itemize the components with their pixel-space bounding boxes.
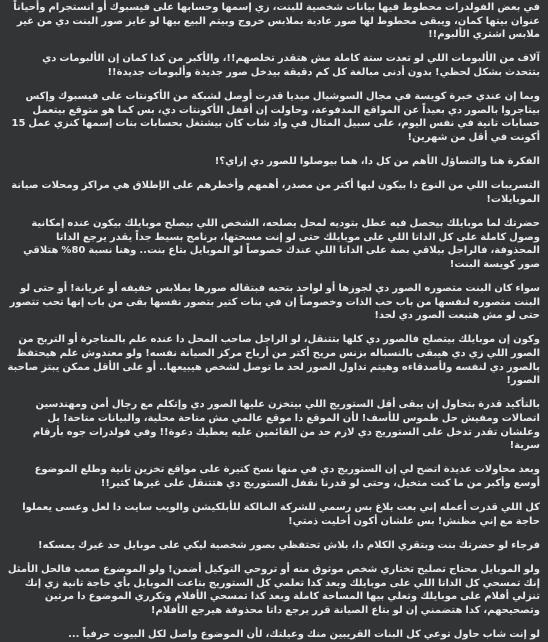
spacer [6,271,540,282]
paragraph-13: ولو الموبايل محتاج تصليح تختاري شخص موثوق منه أو تروحي التوكيل أضمن! ولو الموضوع صعب فالحل الأمثل إنك تمسحي كل الداتا اللي على موبايلك وبعد كدا تعلمي كل الستوريج بتاعت الموبايل بأي حاجة تانية زي إنك تنزلي أفلام على موبايلك وتعلي بيها المساحة كاملة وبعد كدا تمسحي الأفلام وتكرري الموضوع دا مرتين وتصحيحهم، كدا هتضمني إن لو بتاع الصيانة قرر يرجع داتا محذوفة هيرجع الأفلام! [7,564,540,616]
spacer [6,80,540,91]
paragraph-7: سواء كان البنت متصوره الصور دي لجوزها أو لواحد بتحبه فبتقاله صورها بملابس خفيفه أو عريانة! أو حتى لو البنت متصوره لنفسها من باب حب الذات وخصوصاً إن في بنات كتير بتصور نفسها بقى من باب إنها تحب تتصور حتى لو مش هتبعت الصور دي لحد! [9,283,540,322]
spacer [6,207,540,218]
spacer [6,169,540,180]
spacer [6,528,540,539]
spacer [6,388,540,399]
spacer [6,323,540,334]
paragraph-8: وكون إن موبايلك بيتصلح فالصور دي كلها بتتنقل، لو الراجل صاحب المحل دا عنده علم بالمتاجرة أو التربح من الصور اللي زي دي هيبقى بالنسباله بزنس مريح أكتر من أرباح مركز الصيانة نفسه! ولو معندوش علم هيحتفظ بالصور دي لنفسه ولأصدقاءه وهيتم تداول الصور لحد ما توصل لشخص هيبيعها.. أو على الأقل ممكن يبتز صاحبة الصور! [7,334,540,387]
paragraph-4: الفكرة هنا والتساؤل الأهم من كل دا، هما بيوصلوا للصور دي إزاي؟! [214,156,540,168]
paragraph-14: لو إنت شاب حاول توعي كل البنات القريبين منك وعيلتك، لأن الموضوع واصل لكل البيوت حرفياً ... [68,629,540,641]
paragraph-6: حضرتك لما موبايلك بيحصل فيه عطل بتوديه لمحل يصلحه، الشخص اللي بيصلح موبايلك بيكون عنده إمكانية وصول كاملة على كل الداتا اللي على موبايلك حتى لو إنت مسحتها، برنامج بسيط جداً يقدر يرجع الداتا المحذوفة، فالراجل بيلاقي بصة على الداتا اللي عندك خصوصاً لو الموبايل بتاع بنت.. وهنا نسبة 80% هتلاقي صور كويسة البنت! [23,218,540,270]
spacer [6,491,540,502]
spacer [6,453,540,464]
spacer [6,42,540,53]
paragraph-3: وبما إن عندي خبرة كويسة في مجال السوشيال ميديا قدرت أوصل لشبكة من الأكونتات على فيسبوك وإكس بيتاجروا بالصور دي بعيداً عن المواقع المدفوعة، وحاولت إن أقفل الأكونتات دي، بس كما هو متوقع بيتعمل حسابات تانية في نفس اليوم، على سبيل المثال في واد شاب كان بيشتغل بحسابات بنات إسمها كنزي عمل 15 أكونت في أقل من شهرين! [11,91,540,143]
spacer [6,618,540,629]
paragraph-2: آلاف من الألبومات اللي لو تعدت ستة كاملة مش هتقدر تخلصهم!!، والأكبر من كدا كمان إن الألبومات دي بتتحدث بشكل لحظي! بدون أدنى مبالغة كل كم دقيقة بيدخل صور جديدة وألبومات جديدة!! [42,53,540,78]
paragraph-10: وبعد محاولات عديدة اتضح لي إن الستوريج دي في منها نسخ كتيرة على مواقع تخزين تانية وطلع الموضوع أوسع وأكبر من ما كنت متخيل، وحتى لو قدرنا نقفل الستوريج دي هتتنقل على غيرها كتير!! [34,464,540,489]
paragraph-11: كل اللي قدرت أعمله إني بعت بلاغ بس رسمي للشركة المالكة للأبلكيشن والويب سايت دا لعل وعسى يعملوا حاجة مع إني مظنش! بس علشان أكون أخليت ذمتي! [22,502,540,527]
paragraph-5: التسريبات اللي من النوع دا بيكون ليها أكتر من مصدر، أهمهم وأخطرهم على الإطلاق هي مراكز ومحلات صيانة الموبايلات! [11,180,540,205]
spacer [6,553,540,564]
spacer [6,145,540,156]
paragraph-1: في بعض الفولدرات محطوط فيها بيانات شخصية للبنت، زي إسمها وحسابها على فيسبوك أو انستجرام وأحياناً عنوان بيتها كمان، ويبقى محطوط لها صور عادية بملابس خروج وبيتم البيع بيها لو عايز صور البنت دي من غير ملابس اشتري الألبوم!! [13,2,540,41]
paragraph-9: بالتأكيد قدرة بتحاول إن يبقى أقل الستوريج اللي بيتخزن عليها الصور دي وإتكلم مع رجال أمن ومهندسين اتصالات ومفيش حل طموس للأسف! لأن الموقع دا موقع عالمي مش متاحة محلية، والبيانات متاحة! بل وعلشان تقدر تدخل على الستوريج دي لازم حد من القائمين عليه يعطيك دعوة!! وفي فولدرات جوه بأرقام سرية! [32,399,540,452]
paragraph-12: فرجاء لو حضرتك بنت وبتقري الكلام دا، بلاش تحتفظي بصور شخصية ليكي على موبايل حد غيرك يمسكه! [38,539,540,551]
